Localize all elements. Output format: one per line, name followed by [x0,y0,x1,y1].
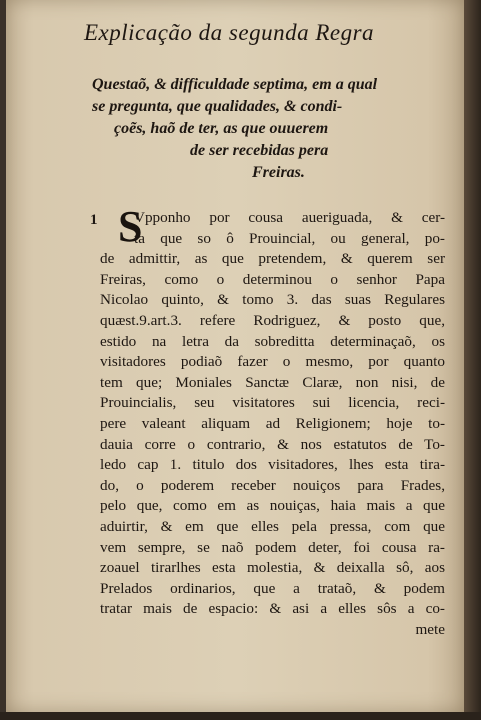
question-line: Freiras. [252,164,305,181]
body-line: Vpponho por cousa aueriguada, & cer- [134,209,445,226]
body-line: de admittir, as que pretendem, & querem ser [100,250,445,268]
body-line: zoauel tirarlhes esta molestia, & deixalla sô, aos [100,559,445,577]
question-line: çoẽs, haõ de ter, as que ouuerem [114,120,329,137]
body-line: vem sempre, se naõ podem deter, foi cousa ra- [100,538,445,556]
body-line: Nicolao quinto, & tomo 3. das suas Regulares [100,291,445,309]
body-line: estido na letra da sobreditta determinaçaõ, os [100,332,445,350]
question-line: de ser recebidas pera [190,142,329,159]
body-line: visitadores podiaõ fazer o mesmo, por quanto [100,353,445,371]
body-line: pelo que, como em as nouiças, haia mais a que [100,497,445,515]
body-line: quæst.9.art.3. refere Rodriguez, & posto que, [100,311,445,329]
body-line: Prelados ordinarios, que a trataõ, & podem [100,579,445,597]
drop-cap: S [118,202,143,251]
catchword: mete [415,620,445,638]
body-line: dauia corre o contrario, & nos estatutos de To- [100,435,445,453]
body-line: pere valeant aliquam ad Religionem; hoje to- [100,414,445,432]
body-line: Freiras, como o determinou o senhor Papa [100,270,445,288]
question-line: Questaõ, & difficuldade septima, em a qual [92,76,378,93]
body-line: ledo cap 1. titulo dos visitadores, lhes esta tira- [100,456,445,474]
page-bottom-edge [0,712,481,720]
paragraph-number: 1 [90,212,98,228]
body-text [100,202,445,640]
body-line: aduirtir, & em que elles pela pressa, com que [100,517,445,535]
book-spine [464,0,481,720]
question-heading [92,74,442,184]
body-line: tratar mais de espacio: & asi a elles sôs a co- [100,600,445,618]
body-line: do, o poderem receber nouiços para Frades, [100,476,445,494]
running-header: Explicação da segunda Regra [83,20,375,45]
question-line: se pregunta, que qualidades, & condi- [92,98,343,115]
body-line: tem que; Moniales Sanctæ Claræ, non nisi, de [100,373,445,391]
body-line: Prouincialis, seu visitatores sui licencia, reci- [100,394,445,412]
body-line: ta que so ô Prouincial, ou general, po- [134,229,445,247]
